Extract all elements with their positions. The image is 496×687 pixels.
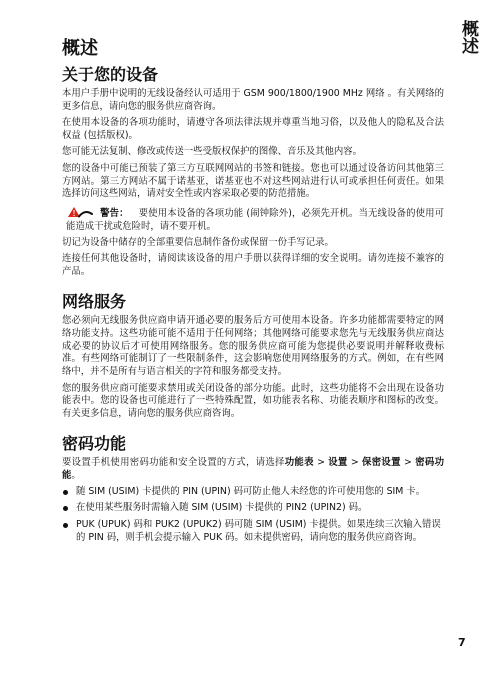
device-paragraph-4: 您的设备中可能已预装了第三方互联网网站的书签和链接。您也可以通过设备访问其他第三方网站。第三方网站不属于诺基亚，诺基亚也不对这些网站进行认可或承担任何责任。如果选择访问这些网站，请对安全性或内容采取必要的防范措施。 <box>62 162 444 200</box>
menu-path-password: 密码功能 <box>62 456 444 481</box>
network-paragraph-1: 您必须向无线服务供应商申请开通必要的服务后方可使用本设备。许多功能都需要特定的网络功能支持。这些功能可能不适用于任何网络；其他网络可能要求您先与无线服务供应商达成必要的协议后才可使用网络服务。您的服务供应商可能为您提供必要说明并解释收费标准。有些网络可能制订了一些限制条件，这会影响您使用网络服务的方式。例如，在有些网络中，并不是所有与语言相关的字符和服务都受支持。 <box>62 314 444 378</box>
section-heading-device: 关于您的设备 <box>62 65 159 84</box>
device-paragraph-1: 本用户手册中说明的无线设备经认可适用于 GSM 900/1800/1900 MHz 网络 。有关网络的更多信息，请向您的服务供应商咨询。 <box>62 88 444 112</box>
device-paragraph-2: 在使用本设备的各项功能时，请遵守各项法律法规并尊重当地习俗，以及他人的隐私及合法权益 (包括版权)。 <box>62 117 444 141</box>
page-number: 7 <box>458 636 466 649</box>
section-heading-network: 网络服务 <box>62 291 127 311</box>
menu-path-security: 保密设置 <box>362 456 401 468</box>
menu-path-separator: > <box>400 456 416 468</box>
warning-label: 警告： <box>100 207 129 219</box>
password-bullet-list <box>62 486 444 544</box>
page-content <box>62 38 444 548</box>
side-tab-title: 概述 <box>458 20 478 54</box>
device-paragraph-3: 您可能无法复制、修改或传送一些受版权保护的图像、音乐及其他内容。 <box>62 146 363 158</box>
warning-note <box>62 205 444 234</box>
device-paragraph-5: 切记为设备中储存的全部重要信息制作备份或保留一份手写记录。 <box>62 236 334 248</box>
device-paragraph-6: 连接任何其他设备时，请阅读该设备的用户手册以获得详细的安全说明。请勿连接不兼容的产品。 <box>62 253 444 278</box>
password-intro <box>62 457 444 483</box>
password-intro-suffix: 。 <box>71 469 81 481</box>
warning-text: 要使用本设备的各项功能 (闹钟除外)，必须先开机。当无线设备的使用可能造成干扰或危险时，请不要开机。 <box>66 207 444 232</box>
menu-path-separator: > <box>347 456 363 468</box>
list-item: 在使用某些服务时需输入随 SIM (USIM) 卡提供的 PIN2 (UPIN2) 码。 <box>62 502 444 515</box>
list-item: PUK (UPUK) 码和 PUK2 (UPUK2) 码可随 SIM (USIM) 卡提供。如果连续三次输入错误的 PIN 码，则手机会提示输入 PUK 码。如未提供密码，请向您的服务供应商咨询。 <box>62 519 444 545</box>
password-intro-prefix: 要设置手机使用密码功能和安全设置的方式，请选择 <box>62 456 285 468</box>
section-heading-password: 密码功能 <box>62 433 127 453</box>
menu-path-separator: > <box>313 456 329 468</box>
warning-triangle-icon <box>66 205 94 218</box>
menu-path-menu: 功能表 <box>284 456 314 468</box>
page-title: 概述 <box>62 38 98 59</box>
network-paragraph-2: 您的服务供应商可能要求禁用或关闭设备的部分功能。此时，这些功能将不会出现在设备功能表中。您的设备也可能进行了一些特殊配置，如功能表名称、功能表顺序和图标的改变。有关更多信息，请向您的服务供应商咨询。 <box>62 382 444 420</box>
list-item: 随 SIM (USIM) 卡提供的 PIN (UPIN) 码可防止他人未经您的许可使用您的 SIM 卡。 <box>62 486 444 499</box>
menu-path-settings: 设置 <box>328 456 348 468</box>
